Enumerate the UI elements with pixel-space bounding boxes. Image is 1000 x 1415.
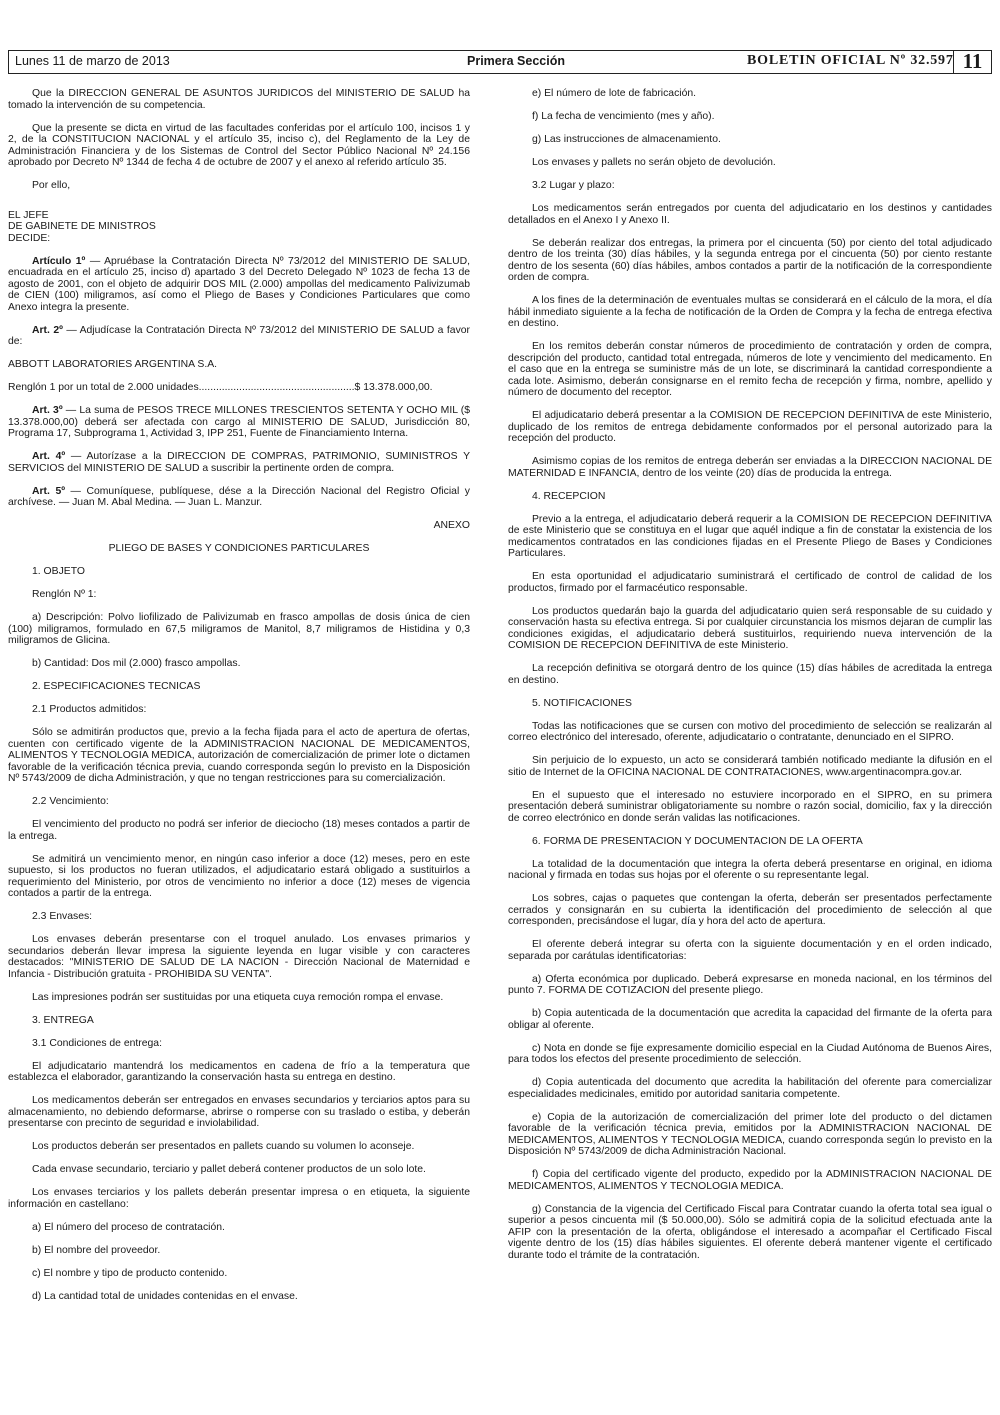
article-1 <box>8 256 470 314</box>
article-label: Art. 5º <box>32 485 66 497</box>
list-item: b) Copia autenticada de la documentación que acredita la capacidad del firmante de la oferta para obligar al oferente. <box>508 1008 992 1031</box>
list-item: d) Copia autenticada del documento que acredita la habilitación del oferente para comercializar especialidades medicinales, emitido por autoridad sanitaria competente. <box>508 1077 992 1100</box>
paragraph: b) Cantidad: Dos mil (2.000) frasco ampollas. <box>32 658 241 669</box>
paragraph: Se deberán realizar dos entregas, la primera por el cincuenta (50) por ciento del total adjudicado dentro de los treinta (30) días hábiles, y la segunda entrega por el cincuenta (50) por ciento restante dentro de los sesenta (60) días hábiles, ambos contados a partir de la notificación de la correspondiente orden de compra. <box>508 237 992 283</box>
paragraph: Las impresiones podrán ser sustituidas por una etiqueta cuya remoción rompa el envase. <box>32 991 444 1003</box>
paragraph: Por ello, <box>32 180 71 191</box>
article-label: Art. 2º <box>32 324 63 336</box>
subsection-heading: 2.3 Envases: <box>32 911 93 922</box>
section-heading: 3. ENTREGA <box>32 1014 94 1026</box>
signer-line: DECIDE: <box>8 232 51 244</box>
paragraph: Los envases terciarios y los pallets deberán presentar impresa o en etiqueta, la siguiente información en castellano: <box>8 1187 470 1210</box>
paragraph: Los envases deberán presentarse con el troquel anulado. Los envases primarios y secundarios deberán llevar impresa la siguiente leyenda en lugar visible y con caracteres destacados: "MINISTERIO DE SALUD DE LA NACION - Dirección Nacional de Maternidad e Infancia - Distribución gratuita - PROHIBIDA SU VENTA". <box>8 934 470 980</box>
list-item: f) Copia del certificado vigente del producto, expedido por la ADMINISTRACION NACIONAL DE MEDICAMENTOS, ALIMENTOS Y TECNOLOGIA MEDICA. <box>508 1169 992 1192</box>
section-heading: 2. ESPECIFICACIONES TECNICAS <box>32 681 201 692</box>
paragraph: Todas las notificaciones que se cursen con motivo del procedimiento de selección se realizarán al correo electrónico del interesado, oferente, adjudicatario o contratante, denunciado en el SIPRO. <box>508 720 992 743</box>
paragraph: Previo a la entrega, el adjudicatario deberá requerir a la COMISION DE RECEPCION DEFINITIVA de este Ministerio que se constituya en el lugar que aquél indique a fin de constatar la existencia de los medicamentos contratados en las condiciones fijadas en el Presente Pliego de Bases y Condiciones Particulares. <box>508 513 992 559</box>
article-label: Art. 3º <box>32 405 63 416</box>
paragraph: Cada envase secundario, terciario y pallet deberá contener productos de un solo lote. <box>32 1164 426 1175</box>
paragraph: El oferente deberá integrar su oferta con la siguiente documentación y en el orden indicado, separada por carátulas identificatorias: <box>508 939 992 962</box>
header-bulletin: BOLETIN OFICIAL Nº 32.597 <box>747 53 954 68</box>
paragraph: Los medicamentos deberán ser entregados en envases secundarios y terciarios aptos para su almacenamiento, no debiendo deformarse, abrirse o romperse con su traslado o estiba, y deberán presentarse con precinto de seguridad e inviolabilidad. <box>8 1095 470 1129</box>
list-item: f) La fecha de vencimiento (mes y año). <box>532 111 715 122</box>
article-label: Art. 4º <box>32 451 66 462</box>
subsection-heading: 3.2 Lugar y plazo: <box>532 180 615 191</box>
list-item: c) Nota en donde se fije expresamente domicilio especial en la Ciudad Autónoma de Buenos Aires, para todos los efectos del presente procedimiento de selección. <box>508 1042 992 1065</box>
section-heading: 6. FORMA DE PRESENTACION Y DOCUMENTACION DE LA OFERTA <box>532 835 863 847</box>
signer-line: DE GABINETE DE MINISTROS <box>8 221 156 232</box>
right-column <box>508 88 992 1273</box>
article-text: — Autorízase a la DIRECCION DE COMPRAS, PATRIMONIO, SUMINISTROS Y SERVICIOS del MINISTERIO DE SALUD a suscribir la pertinente orden de compra. <box>8 451 470 474</box>
list-item: e) Copia de la autorización de comercialización del primer lote del producto o del dictamen favorable de la verificación técnica previa, emitidos por la ADMINISTRACION NACIONAL DE MEDICAMENTOS, ALIMENTOS Y TECNOLOGIA MEDICA, cuando corresponda según lo previsto en la Disposición Nº 5743/2009 de dicha Administración Nacional. <box>508 1111 992 1157</box>
page-number: 11 <box>953 50 991 74</box>
list-item: c) El nombre y tipo de producto contenido. <box>32 1267 228 1279</box>
paragraph: Se admitirá un vencimiento menor, en ningún caso inferior a doce (12) meses, pero en este supuesto, si los productos no fueran utilizados, el adjudicatario estará obligado a sustituirlos a requerimiento del Ministerio, por otros de vencimiento no inferior a doce (12) meses de vigencia contados a partir de la entrega. <box>8 853 470 899</box>
paragraph: El adjudicatario deberá presentar a la COMISION DE RECEPCION DEFINITIVA de este Ministerio, duplicado de los remitos de entrega debidamente conformados por el personal autorizado para la recepción del producto. <box>508 410 992 444</box>
article-4 <box>8 451 470 474</box>
page-header <box>8 50 992 74</box>
paragraph: Que la presente se dicta en virtud de las facultades conferidas por el artículo 100, incisos 1 y 2, de la CONSTITUCION NACIONAL y el artículo 35, inciso c), del Reglamento de la Ley de Administración Financiera y de los Sistemas de Control del Sector Público Nacional Nº 24.156 aprobado por Decreto Nº 1344 de fecha 4 de octubre de 2007 y el anexo al referido artículo 35. <box>8 122 470 168</box>
paragraph: La recepción definitiva se otorgará dentro de los quince (15) días hábiles de acreditada la entrega en destino. <box>508 663 992 686</box>
paragraph: Los sobres, cajas o paquetes que contengan la oferta, deberán ser presentados perfectamente cerrados y consignarán en su cubierta la identificación del procedimiento de selección al que corresponden, precisándose el lugar, día y hora del acto de apertura. <box>508 893 992 927</box>
section-heading: 4. RECEPCION <box>532 490 606 502</box>
paragraph: A los fines de la determinación de eventuales multas se considerará en el cálculo de la mora, el día hábil inmediato siguiente a la fecha de notificación de la Orden de Compra y la fecha de entrega efectiva en destino. <box>508 295 992 329</box>
paragraph: Los medicamentos serán entregados por cuenta del adjudicatario en los destinos y cantidades detallados en el Anexo I y Anexo II. <box>508 203 992 226</box>
article-text: — Apruébase la Contratación Directa Nº 73/2012 del MINISTERIO DE SALUD, encuadrada en el artículo 25, inciso d) apartado 3 del Decreto Delegado Nº 1023 de fecha 13 de agosto de 2001, con el objeto de adquirir DOS MIL (2.000) ampollas del medicamento Palivizumab de CIEN (100) miligramos, así como el Pliego de Bases y Condiciones Particulares que como Anexo integra la presente. <box>8 255 470 313</box>
article-text: — Adjudícase la Contratación Directa Nº 73/2012 del MINISTERIO DE SALUD a favor de: <box>8 324 470 347</box>
paragraph: a) Descripción: Polvo liofilizado de Palivizumab en frasco ampollas de dosis única de cien (100) miligramos, formulado en 67,5 miligramos de Manitol, 8,7 miligramos de Histidina y 0,3 miligramos de Glicina. <box>8 612 470 646</box>
article-text: — Comuníquese, publíquese, dése a la Dirección Nacional del Registro Oficial y archívese. — Juan M. Abal Medina. — Juan L. Manzur. <box>8 485 470 508</box>
anexo-label: ANEXO <box>433 520 470 531</box>
paragraph: El adjudicatario mantendrá los medicamentos en cadena de frío a la temperatura que establezca el elaborador, garantizando la conservación hasta su entrega en destino. <box>8 1060 470 1083</box>
company-name: ABBOTT LABORATORIES ARGENTINA S.A. <box>8 359 218 370</box>
paragraph: Que la DIRECCION GENERAL DE ASUNTOS JURIDICOS del MINISTERIO DE SALUD ha tomado la intervención de su competencia. <box>8 88 470 111</box>
article-5 <box>8 486 470 509</box>
subsection-heading: 2.1 Productos admitidos: <box>32 704 147 715</box>
list-item: g) Constancia de la vigencia del Certificado Fiscal para Contratar cuando la oferta total sea igual o superior a pesos cincuenta mil ($ 50.000,00). Sólo se admitirá copia de la solicitud efectuada ante la AFIP con la presentación de la oferta, obligándose el interesado a acompañar el Certificado Fiscal vigente dentro de los (15) días hábiles siguientes. El oferente deberá mantener vigente el certificado durante todo el trámite de la contratación. <box>508 1203 992 1261</box>
paragraph: En los remitos deberán constar números de procedimiento de contratación y orden de compra, descripción del producto, cantidad total entregada, números de lote y vencimiento del medicamento. En el caso que en la entrega se suministre más de un lote, se discriminará la cantidad correspondiente a cada lote. Asimismo, deberán consignarse en el remito fecha de recepción y firma, nombre, apellido y número de documento del receptor. <box>508 341 992 398</box>
list-item: b) El nombre del proveedor. <box>32 1244 161 1256</box>
subsection-heading: 3.1 Condiciones de entrega: <box>32 1037 162 1049</box>
paragraph: Los productos deberán ser presentados en pallets cuando su volumen lo aconseje. <box>32 1141 415 1152</box>
paragraph: En el supuesto que el interesado no estuviere incorporado en el SIPRO, en su primera presentación deberá suministrar obligatoriamente su nombre o razón social, domicilio, fax y la dirección de correo electrónico en donde serán validas las notificaciones. <box>508 789 992 824</box>
subsection-heading: 2.2 Vencimiento: <box>32 796 109 807</box>
list-item: a) Oferta económica por duplicado. Deberá expresarse en moneda nacional, en los términos del punto 7. FORMA DE COTIZACION del presente pliego. <box>508 973 992 996</box>
article-2 <box>8 325 470 348</box>
pliego-title: PLIEGO DE BASES Y CONDICIONES PARTICULARES <box>108 543 370 554</box>
signer-line: EL JEFE <box>8 209 49 221</box>
paragraph: Los envases y pallets no serán objeto de devolución. <box>532 157 776 168</box>
article-3 <box>8 405 470 440</box>
left-column <box>8 88 470 1314</box>
paragraph: En esta oportunidad el adjudicatario suministrará el certificado de control de calidad de los productos, firmado por el farmacéutico responsable. <box>508 571 992 594</box>
paragraph: La totalidad de la documentación que integra la oferta deberá presentarse en original, en idioma nacional y firmada en todas sus hojas por el oferente o su representante legal. <box>508 858 992 881</box>
paragraph: Renglón Nº 1: <box>32 589 97 600</box>
section-heading: 1. OBJETO <box>32 566 85 577</box>
paragraph: Asimismo copias de los remitos de entrega deberán ser enviadas a la DIRECCION NACIONAL DE MATERNIDAD E INFANCIA, dentro de los veinte (20) días de producida la entrega. <box>508 456 992 479</box>
header-date: Lunes 11 de marzo de 2013 <box>15 54 170 68</box>
article-text: — La suma de PESOS TRECE MILLONES TRESCIENTOS SETENTA Y OCHO MIL ($ 13.378.000,00) deberá ser afectada con cargo al MINISTERIO DE SALUD, Jurisdicción 80, Programa 17, Subprograma 1, Actividad 3, IPP 251, Fuente de Financiamiento Interna. <box>8 405 470 439</box>
paragraph: El vencimiento del producto no podrá ser inferior de dieciocho (18) meses contados a partir de la entrega. <box>8 819 470 842</box>
renglon-total: Renglón 1 por un total de 2.000 unidades......................................................$ 13.378.000,00. <box>8 382 433 393</box>
paragraph: Los productos quedarán bajo la guarda del adjudicatario quien será responsable de su cuidado y conservación hasta su efectiva entrega. Si por cualquier circunstancia los mismos dejaran de cumplir las condiciones exigidas, el adjudicatario deberá sustituirlos, requiriendo nueva intervención de la COMISION DE RECEPCION DEFINITIVA de este Ministerio. <box>508 605 992 651</box>
list-item: e) El número de lote de fabricación. <box>532 88 697 99</box>
list-item: d) La cantidad total de unidades contenidas en el envase. <box>32 1290 298 1302</box>
list-item: g) Las instrucciones de almacenamiento. <box>532 134 721 145</box>
section-heading: 5. NOTIFICACIONES <box>532 697 632 709</box>
paragraph: Sólo se admitirán productos que, previo a la fecha fijada para el acto de apertura de ofertas, cuenten con certificado vigente de la ADMINISTRACION NACIONAL DE MEDICAMENTOS, ALIMENTOS Y TECNOLOGIA MEDICA, autorización de comercialización de primer lote o dictamen favorable de la verificación técnica previa, cuando corresponda según lo previsto en la Disposición Nº 5743/2009 de dicha Administración, y que no tengan restricciones para su comercialización. <box>8 727 470 784</box>
header-section: Primera Sección <box>467 54 565 68</box>
paragraph: Sin perjuicio de lo expuesto, un acto se considerará también notificado mediante la difusión en el sitio de Internet de la OFICINA NACIONAL DE CONTRATACIONES, www.argentinacompra.gov.ar. <box>508 755 992 778</box>
article-label: Artículo 1º <box>32 255 86 267</box>
list-item: a) El número del proceso de contratación. <box>32 1221 225 1233</box>
